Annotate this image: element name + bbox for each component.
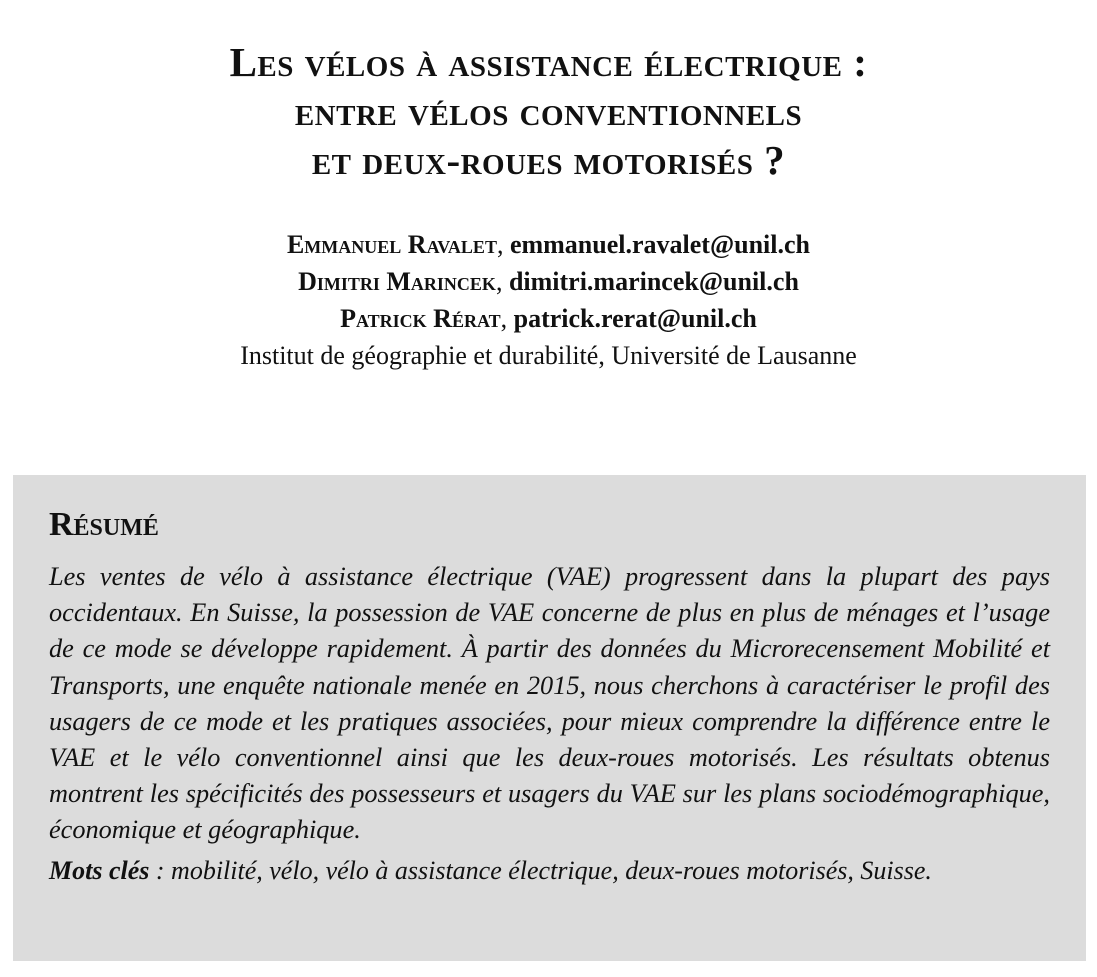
abstract-text: Les ventes de vélo à assistance électrique (VAE) progressent dans la plupart des pays occidentaux. En Suisse, la possession de VAE concerne de plus en plus de ménages et l’usage de ce mode se développe rapidement. À partir des données du Microrecensement Mobilité et Transports, une enquête nationale menée en 2015, nous cherchons à caractériser le profil des usagers de ce mode et les pratiques associées, pour mieux comprendre la différence entre le VAE et le vélo conventionnel ainsi que les deux-roues motorisés. Les résultats obtenus montrent les spécificités des possesseurs et usagers du VAE sur les plans sociodémographique, économique et géographique. <box>49 562 1050 845</box>
author-email[interactable]: emmanuel.ravalet@unil.ch <box>509 230 811 259</box>
author-email[interactable]: dimitri.marincek@unil.ch <box>508 267 799 296</box>
title-line-2: entre vélos conventionnels <box>294 88 803 134</box>
abstract-heading: Résumé <box>49 506 159 543</box>
abstract-box <box>13 475 1086 961</box>
author-block <box>0 226 1097 374</box>
author-email[interactable]: patrick.rerat@unil.ch <box>513 304 757 333</box>
author-name: Emmanuel Ravalet <box>286 230 497 259</box>
affiliation: Institut de géographie et durabilité, Université de Lausanne <box>240 341 857 370</box>
title-line-1: Les vélos à assistance électrique : <box>229 39 868 85</box>
keywords <box>49 853 1050 889</box>
author-name: Patrick Rérat <box>340 304 501 333</box>
keywords-list: : mobilité, vélo, vélo à assistance électrique, deux-roues motorisés, Suisse. <box>149 855 932 885</box>
author-line: Dimitri Marincek, dimitri.marincek@unil.ch <box>298 267 799 296</box>
paper-title <box>0 38 1097 185</box>
keywords-label: Mots clés <box>49 855 150 885</box>
title-line-3: et deux-roues motorisés ? <box>311 137 786 183</box>
author-line: Patrick Rérat, patrick.rerat@unil.ch <box>340 304 757 333</box>
author-line: Emmanuel Ravalet, emmanuel.ravalet@unil.ch <box>286 230 811 259</box>
author-name: Dimitri Marincek <box>298 267 496 296</box>
